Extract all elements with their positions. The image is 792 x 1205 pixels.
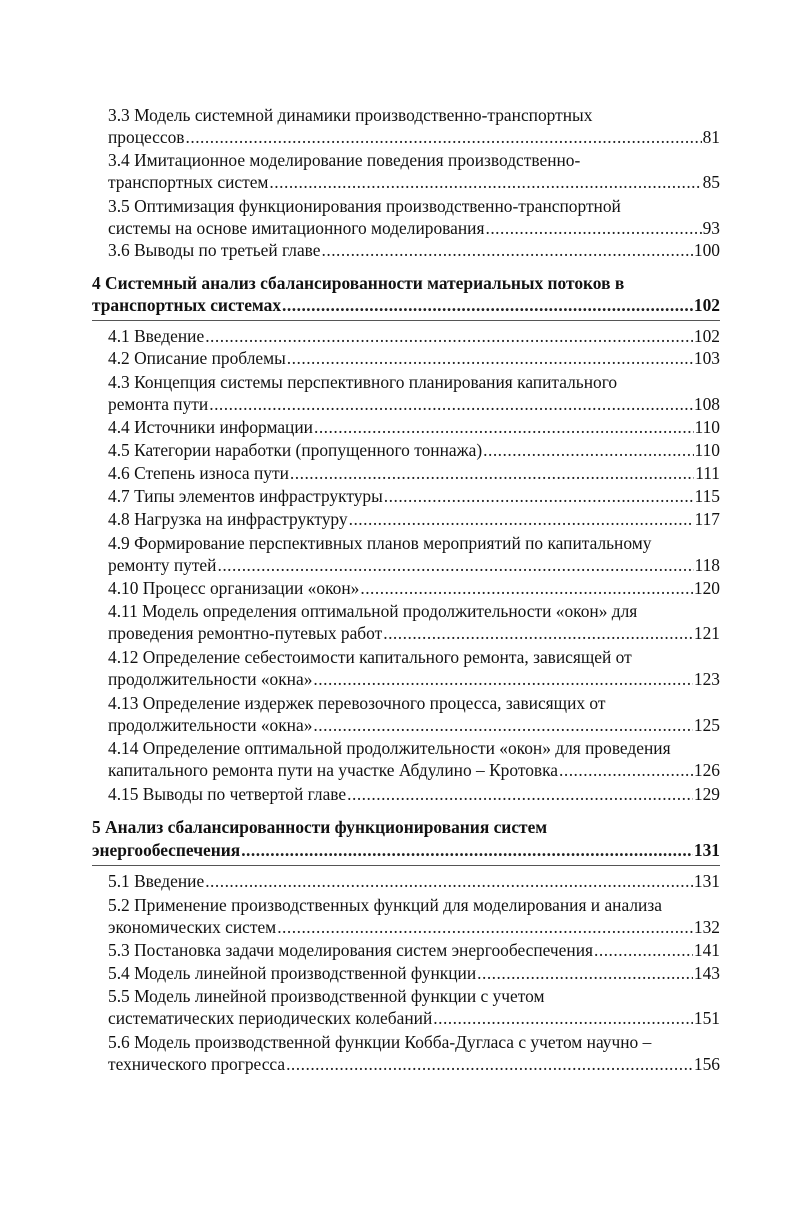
toc-entry-title: систематических периодических колебаний xyxy=(108,1008,433,1028)
dot-leader xyxy=(282,294,693,317)
toc-entry-leader-line xyxy=(108,347,720,370)
toc-entry-title-line: 4.11 Модель определения оптимальной продолжительности «окон» для xyxy=(108,601,638,621)
toc-page-number: 120 xyxy=(693,578,720,598)
chapter-divider xyxy=(92,320,720,321)
toc-entry-title-line: 3.5 Оптимизация функционирования производственно-транспортной xyxy=(108,196,621,216)
toc-entry-leader-line xyxy=(108,577,720,600)
toc-entry-leader-line xyxy=(108,870,720,893)
toc-page-number: 110 xyxy=(694,417,720,437)
toc-page-number: 85 xyxy=(702,172,720,192)
dot-leader xyxy=(286,1053,693,1076)
dot-leader xyxy=(314,416,694,439)
toc-entry-leader-line xyxy=(108,1053,720,1076)
toc-page-number: 102 xyxy=(693,295,720,315)
toc-entry-title-line: 5.5 Модель линейной производственной функции с учетом xyxy=(108,986,545,1006)
toc-page-number: 125 xyxy=(693,715,720,735)
toc-entry-title-line: 5.6 Модель производственной функции Кобба-Дугласа с учетом научно – xyxy=(108,1032,652,1052)
toc-entry-leader-line xyxy=(108,171,720,194)
toc-entry-title: проведения ремонтно-путевых работ xyxy=(108,623,383,643)
dot-leader xyxy=(313,668,692,691)
toc-entry-title: 4.15 Выводы по четвертой главе xyxy=(108,784,347,804)
dot-leader xyxy=(217,554,693,577)
toc-entry-leader-line xyxy=(108,217,720,240)
toc-page-number: 141 xyxy=(693,940,720,960)
dot-leader xyxy=(483,439,693,462)
toc-entry-leader-line xyxy=(108,393,720,416)
toc-entry-title-line: 4.13 Определение издержек перевозочного процесса, зависящих от xyxy=(108,693,606,713)
toc-entry-leader-line xyxy=(108,668,720,691)
toc-page-number: 129 xyxy=(693,784,720,804)
toc-page-number: 121 xyxy=(693,623,720,643)
toc-page-number: 118 xyxy=(694,555,720,575)
toc-entry-title: ремонту путей xyxy=(108,555,217,575)
toc-entry-title: 5.1 Введение xyxy=(108,871,205,891)
toc-entry-title: 4.6 Степень износа пути xyxy=(108,463,289,483)
dot-leader xyxy=(205,870,693,893)
dot-leader xyxy=(349,508,694,531)
toc-entry-title: 4.10 Процесс организации «окон» xyxy=(108,578,360,598)
toc-entry-title: 4.1 Введение xyxy=(108,326,205,346)
dot-leader xyxy=(347,783,693,806)
toc-entry-title-line: 4.14 Определение оптимальной продолжительности «окон» для проведения xyxy=(108,738,671,758)
toc-entry-leader-line xyxy=(108,508,720,531)
toc-entry-title: экономических систем xyxy=(108,917,277,937)
toc-entry-leader-line xyxy=(108,239,720,262)
toc-entry-title-line: 4.9 Формирование перспективных планов мероприятий по капитальному xyxy=(108,533,652,553)
dot-leader xyxy=(477,962,693,985)
toc-page-number: 100 xyxy=(693,240,720,260)
toc-entry-leader-line xyxy=(108,759,720,782)
toc-entry-title: 5.4 Модель линейной производственной функции xyxy=(108,963,477,983)
toc-page-number: 117 xyxy=(694,509,720,529)
dot-leader xyxy=(209,393,693,416)
toc-page-number: 131 xyxy=(693,840,720,860)
toc-entry-leader-line xyxy=(108,485,720,508)
toc-page-number: 81 xyxy=(702,127,720,147)
toc-entry-leader-line xyxy=(108,554,720,577)
toc-entry-title: 4.7 Типы элементов инфраструктуры xyxy=(108,486,383,506)
toc-entry-leader-line xyxy=(108,416,720,439)
toc-entry-title: процессов xyxy=(108,127,185,147)
toc-entry-leader-line xyxy=(108,962,720,985)
dot-leader xyxy=(186,126,702,149)
toc-page-number: 131 xyxy=(693,871,720,891)
toc-entry-leader-line xyxy=(108,939,720,962)
dot-leader xyxy=(433,1007,693,1030)
toc-entry-title: 3.6 Выводы по третьей главе xyxy=(108,240,321,260)
toc-page-number: 156 xyxy=(693,1054,720,1074)
toc-entry-title: 4.5 Категории наработки (пропущенного тоннажа) xyxy=(108,440,483,460)
dot-leader xyxy=(287,347,693,370)
dot-leader xyxy=(277,916,693,939)
toc-entry-leader-line xyxy=(108,439,720,462)
dot-leader xyxy=(383,622,693,645)
toc-page-number: 103 xyxy=(693,348,720,368)
dot-leader xyxy=(322,239,693,262)
toc-page-number: 132 xyxy=(693,917,720,937)
dot-leader xyxy=(384,485,694,508)
toc-entry-title-line: 4.12 Определение себестоимости капитального ремонта, зависящей от xyxy=(108,647,632,667)
toc-entry-title-line: 4.3 Концепция системы перспективного планирования капитального xyxy=(108,372,618,392)
toc-page-number: 111 xyxy=(695,463,720,483)
toc-entry-title: продолжительности «окна» xyxy=(108,715,313,735)
toc-entry-title: транспортных систем xyxy=(108,172,269,192)
toc-page-number: 123 xyxy=(693,669,720,689)
toc-entry-title: 4.8 Нагрузка на инфраструктуру xyxy=(108,509,348,529)
toc-entry-title: 4.4 Источники информации xyxy=(108,417,313,437)
dot-leader xyxy=(559,759,693,782)
toc-entry-title: ремонта пути xyxy=(108,394,209,414)
toc-entry-leader-line xyxy=(108,325,720,348)
dot-leader xyxy=(205,325,693,348)
toc-entry-leader-line xyxy=(108,462,720,485)
dot-leader xyxy=(485,217,701,240)
toc-entry-title: транспортных системах xyxy=(92,295,282,315)
toc-entry-leader-line xyxy=(92,294,720,317)
toc-entry-title-line: 5.2 Применение производственных функций для моделирования и анализа xyxy=(108,895,662,915)
toc-page-number: 151 xyxy=(693,1008,720,1028)
toc-page-number: 110 xyxy=(694,440,720,460)
toc-entry-title: системы на основе имитационного моделирования xyxy=(108,218,485,238)
toc-entry-title-line: 4 Системный анализ сбалансированности материальных потоков в xyxy=(92,273,625,293)
toc-entry-title-line: 3.3 Модель системной динамики производственно-транспортных xyxy=(108,105,593,125)
toc-page-number: 102 xyxy=(693,326,720,346)
toc-page-number: 93 xyxy=(702,218,720,238)
toc-page-number: 143 xyxy=(693,963,720,983)
dot-leader xyxy=(594,939,693,962)
dot-leader xyxy=(360,577,693,600)
toc-entry-title: технического прогресса xyxy=(108,1054,286,1074)
toc-entry-title: 5.3 Постановка задачи моделирования систем энергообеспечения xyxy=(108,940,594,960)
toc-entry-leader-line xyxy=(108,714,720,737)
toc-entry-title-line: 3.4 Имитационное моделирование поведения производственно- xyxy=(108,150,581,170)
toc-entry-title: энергообеспечения xyxy=(92,840,241,860)
toc-page-number: 108 xyxy=(693,394,720,414)
toc-entry-title: продолжительности «окна» xyxy=(108,669,313,689)
toc-entry-leader-line xyxy=(108,916,720,939)
toc-entry-leader-line xyxy=(92,839,720,862)
dot-leader xyxy=(269,171,701,194)
toc-entry-leader-line xyxy=(108,783,720,806)
toc-entry-title: 4.2 Описание проблемы xyxy=(108,348,286,368)
dot-leader xyxy=(241,839,693,862)
toc-page-number: 126 xyxy=(693,760,720,780)
toc-entry-leader-line xyxy=(108,622,720,645)
chapter-divider xyxy=(92,865,720,866)
dot-leader xyxy=(313,714,692,737)
dot-leader xyxy=(290,462,694,485)
toc-entry-title: капитального ремонта пути на участке Абдулино – Кротовка xyxy=(108,760,559,780)
toc-entry-leader-line xyxy=(108,1007,720,1030)
toc-page-number: 115 xyxy=(694,486,720,506)
toc-entry-leader-line xyxy=(108,126,720,149)
toc-entry-title-line: 5 Анализ сбалансированности функционирования систем xyxy=(92,817,548,837)
